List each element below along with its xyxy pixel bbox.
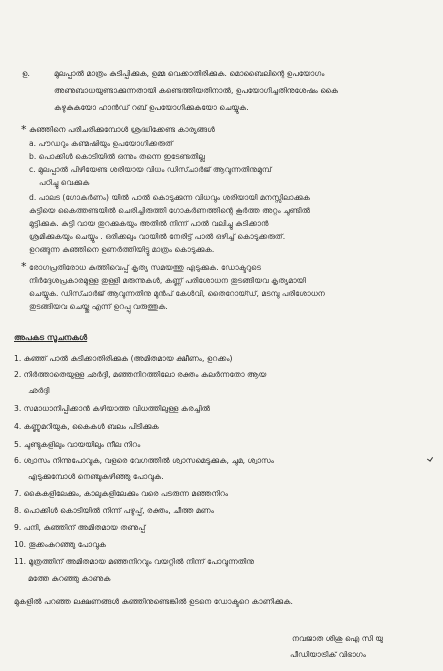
vaccine-star: * <box>21 260 27 273</box>
danger-item-7: 7. കൈകളിലേക്കും, കാലുകളിലേക്കും വരെ പടരുന്ന മഞ്ഞനിറം <box>14 489 229 498</box>
care-item-a: a. പൗഡറും കണ്മഷിയും ഉപയോഗിക്കരുത് <box>29 139 173 148</box>
vaccine-line-3: ചെയ്യുക. ഡിസ്ചാർജ് ആവുന്നതിനു മുൻപ് കേൾവി, തൈറോയ്ഡ്, മടമ്പു പരിശോധന <box>29 289 325 298</box>
care-item-d-line-1: d. പാലട (ഗോകർണം) യിൽ പാൽ കൊടുക്കുന്ന വിധവും ശരിയായി മനസ്സിലാക്കുക <box>29 193 310 202</box>
intro-line-2: അണുബാധയുണ്ടാക്കുന്നതായി കണ്ടെത്തിയതിനാൽ, ഉപയോഗിച്ചതിനുശേഷം കൈ <box>54 86 339 95</box>
care-item-b: b. പൊക്കിൾ കൊടിയിൽ ഒന്നും തന്നെ ഇടേണ്ടതില്ല <box>29 152 205 161</box>
danger-item-4: 4. കണ്ണുമറിയുക, കൈകൾ ബലം പിടിക്കുക <box>14 422 159 431</box>
danger-item-6-line-2: എടുക്കുമ്പോൾ നെഞ്ചുകുഴിഞ്ഞു പോവുക. <box>28 472 164 481</box>
danger-item-2-line-1: 2. നിർത്താതെയുള്ള ഛർദ്ദി, മഞ്ഞനിറത്തിലോ രക്തം കലർന്നതോ ആയ <box>14 370 267 379</box>
care-item-d-line-3: മുട്ടിക്കുക. കുട്ടി വായ തുറക്കുകയും അതിൽ നിന്ന് പാൽ വലിച്ചു കുടിക്കാൻ <box>29 219 269 228</box>
intro-line-3: കഴുകുകയോ ഹാൻഡ് റബ് ഉപയോഗിക്കുകയോ ചെയ്യുക. <box>54 103 249 112</box>
danger-item-2-line-2: ഛർദ്ദി <box>28 386 50 395</box>
signature-line-1: നവജാത ശിശു ഐ സി യു <box>292 634 384 643</box>
care-item-c-line-1: c. മുലപ്പാൽ പിഴിയേണ്ട ശരിയായ വിധം ഡിസ്ചാർജ് ആവുന്നതിനുമുമ്പ് <box>29 165 272 174</box>
intro-line-1: മുലപ്പാൽ മാത്രം കുടിപ്പിക്കുക, ഉമ്മ വെക്കാതിരിക്കുക. മൊബൈലിന്റെ ഉപയോഗം <box>54 69 325 78</box>
check-mark <box>427 455 433 461</box>
vaccine-line-2: നിർദ്ദേശപ്രകാരമുള്ള തുള്ളി മരുന്നുകൾ, കണ്ണ് പരിശോധന തുടങ്ങിയവ കൃത്യമായി <box>29 276 306 285</box>
care-item-d-line-4: ശ്രമിക്കുകയും ചെയ്യും . ഒരിക്കലും വായിൽ നേരിട്ട് പാൽ ഒഴിച്ച് കൊടുക്കരുത്. <box>29 232 286 241</box>
vaccine-line-4: തുടങ്ങിയവ ചെയ്തു എന്ന് ഉറപ്പു വരുത്തുക. <box>29 302 168 311</box>
danger-item-3: 3. സമാധാനിപ്പിക്കാൻ കഴിയാത്ത വിധത്തിലുള്ള കരച്ചിൽ <box>14 404 211 413</box>
care-heading: കുഞ്ഞിനെ പരിചരിക്കുമ്പോൾ ശ്രദ്ധിക്കേണ്ട കാര്യങ്ങൾ <box>29 125 215 134</box>
danger-item-1: 1. കുഞ്ഞ് പാൽ കുടിക്കാതിരിക്കുക (അമിതമായ ക്ഷീണം, ഉറക്കം) <box>14 354 233 363</box>
closing-note: മുകളിൽ പറഞ്ഞ ലക്ഷണങ്ങൾ കുഞ്ഞിനുണ്ടെങ്കിൽ ഉടനെ ഡോക്ടറെ കാണിക്കുക. <box>14 597 293 606</box>
danger-item-9: 9. പനി, കുഞ്ഞിന് അമിതമായ തണുപ്പ് <box>14 523 146 532</box>
danger-item-5: 5. ചുണ്ടുകളിലും വായയിലും നീല നിറം <box>14 440 141 449</box>
care-item-c-line-2: പഠിച്ചു വെക്കുക <box>39 178 90 187</box>
danger-heading: അപകട സൂചനകൾ <box>14 333 88 342</box>
care-item-d-line-2: കുട്ടിയെ കൈത്തണ്ടയിൽ ചെരിച്ചിരുത്തി ഗോകർണത്തിന്റെ കൂർത്ത അറ്റം ചുണ്ടിൽ <box>29 206 311 215</box>
danger-item-11-line-1: 11. മൂത്രത്തിന് അമിതമായ മഞ്ഞനിറവും വയറ്റിൽ നിന്ന് പോവുന്നതിനു <box>14 557 255 566</box>
vaccine-line-1: രോഗപ്രതിരോധ കുത്തിവെപ്പ് കൃത്യ സമയത്തു എടുക്കുക. ഡോക്ടറുടെ <box>29 263 261 272</box>
danger-item-10: 10. തൂക്കംകുറഞ്ഞു പോവുക <box>14 540 106 549</box>
danger-item-8: 8. പൊക്കിൾ കൊടിയിൽ നിന്ന് പഴുപ്പ്, രക്തം, ചീത്ത മണം <box>14 506 214 515</box>
danger-item-11-line-2: മത്തേ കുറഞ്ഞു കാണുക <box>28 574 111 583</box>
care-star: * <box>21 123 27 136</box>
danger-item-6-line-1: 6. ശ്വാസം നിന്നുപോവുക, വളരെ വേഗത്തിൽ ശ്വാസമെടുക്കുക, ചുമ, ശ്വാസം <box>14 456 274 465</box>
intro-marker: ഉ. <box>22 69 30 78</box>
signature-line-2: പീഡിയാട്രിക് വിഭാഗം <box>290 650 366 659</box>
care-item-d-line-5: ഉറങ്ങുന്ന കുഞ്ഞിനെ ഉണർത്തിയിട്ടു മാത്രം കൊടുക്കുക. <box>29 245 215 254</box>
